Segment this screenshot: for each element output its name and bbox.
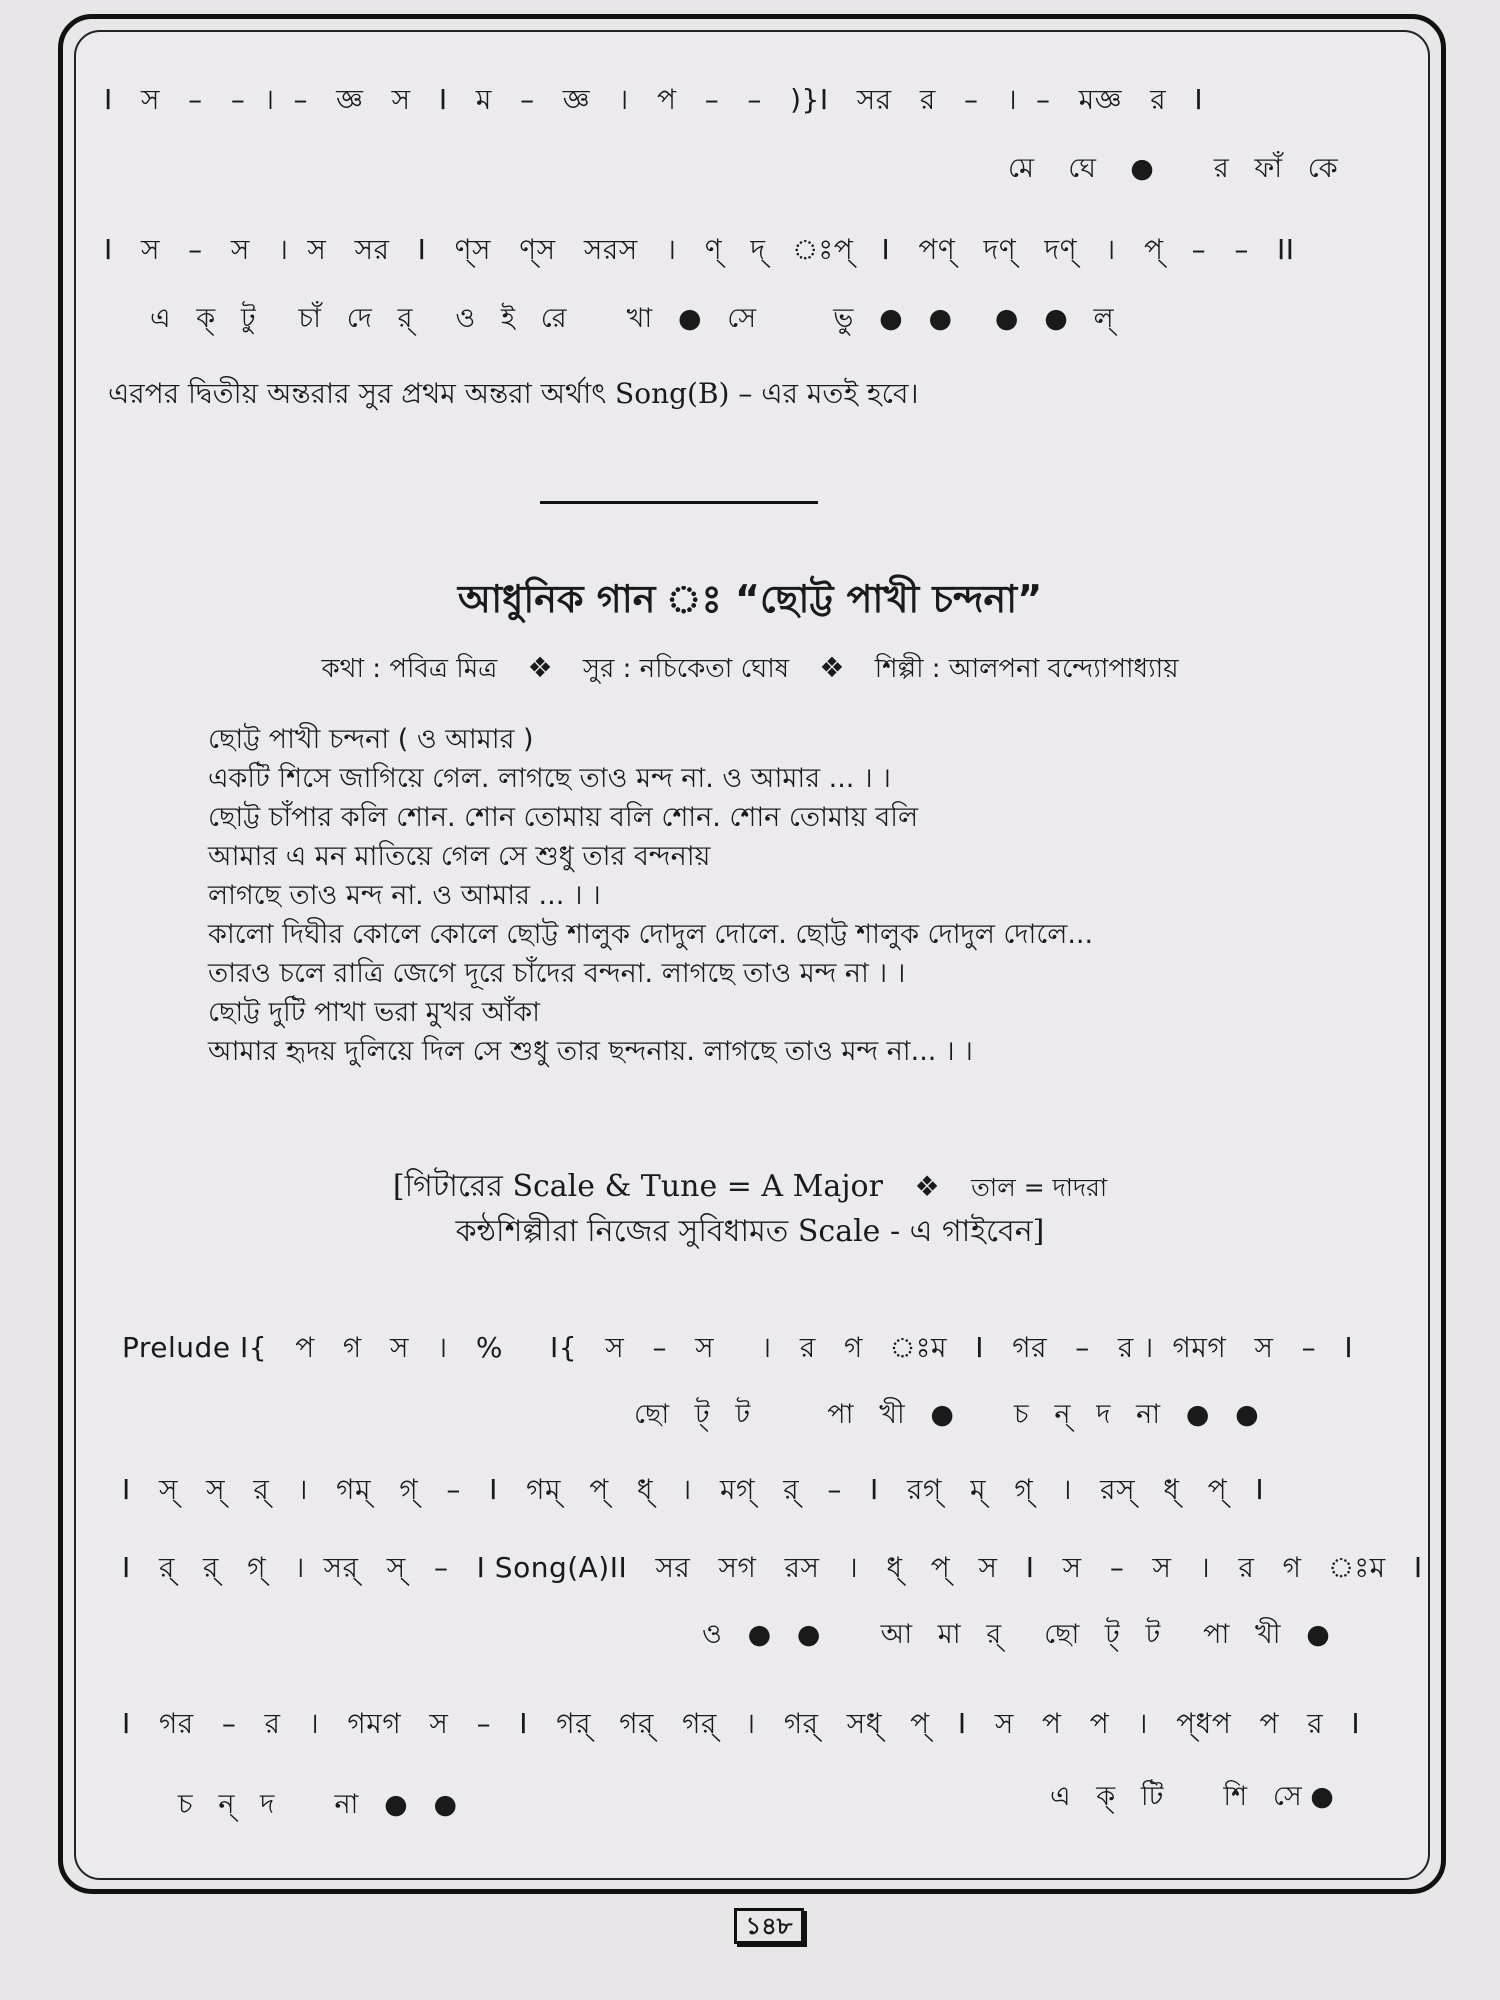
notation-row-3: I স্ স্ র্ । গম্ গ্ – I গম্ প্ ধ্ । মগ্ র্ – I রগ্ ম্ গ্ । রস্ ধ্ প্ I <box>122 1473 1265 1506</box>
singer: শিল্পী : আলপনা বন্দ্যোপাধ্যায় <box>874 654 1179 684</box>
notation-row-1: I স – – । – জ্ঞ স I ম – জ্ঞ । প – – )}I সর র – । – মজ্ঞ র I <box>104 83 1204 116</box>
notation-row-4-lyrics: ও ● ● আ মা র্ ছো ট্ ট পা খী ● <box>702 1619 1330 1650</box>
notation-row-2: I স – স । স সর I ণ্স ণ্স সরস । ণ্ দ্ ঃপ্ I পণ্ দণ্ দণ্ । প্ – – II <box>104 233 1295 266</box>
prelude-lyrics: ছো ট্ ট পা খী ● চ ন্ দ না ● ● <box>634 1399 1259 1430</box>
lyric-line: লাগছে তাও মন্দ না. ও আমার ... । । <box>208 880 601 911</box>
lyric-line: ছোট্ট পাখী চন্দনা ( ও আমার ) <box>208 724 534 755</box>
lyric-line: আমার এ মন মাতিয়ে গেল সে শুধু তার বন্দনায় <box>208 841 711 872</box>
notation-row-1-lyrics: মে ঘে ● র ফাঁ কে <box>1008 153 1338 184</box>
separator-icon: ❖ <box>819 651 845 684</box>
lyric-line: তারও চলে রাত্রি জেগে দূরে চাঁদের বন্দনা. লাগছে তাও মন্দ না । । <box>208 958 906 989</box>
lyric-line: ছোট্ট দুটি পাখা ভরা মুখর আঁকা <box>208 997 541 1028</box>
page-number: ১৪৮ <box>734 1908 804 1944</box>
section-divider <box>540 501 818 504</box>
separator-icon: ❖ <box>914 1170 940 1203</box>
prelude-row: Prelude I{ প গ স । % I{ স – স । র গ ঃম I গর – র । গমগ স – I <box>122 1331 1354 1364</box>
notation-row-5: I গর – র । গমগ স – I গর্ গর্ গর্ । গর্ সধ্ প্ I স প প । প্ধপ প র I <box>122 1707 1361 1740</box>
instruction-text: এরপর দ্বিতীয় অন্তরার সুর প্রথম অন্তরা অর্থাৎ Song(B) – এর মতই হবে। <box>108 377 919 410</box>
notation-row-4: I র্ র্ গ্ । সর্ স্ – I Song(A)II সর সগ রস । ধ্ প্ স I স – স । র গ ঃম I <box>122 1551 1423 1584</box>
lyricist: কথা : পবিত্র মিত্র <box>321 654 498 684</box>
lyric-line: আমার হৃদয় দুলিয়ে দিল সে শুধু তার ছন্দনায়. লাগছে তাও মন্দ না... । । <box>208 1036 973 1067</box>
scale-line-1: [গিটারের Scale & Tune = A Major <box>392 1169 883 1204</box>
composer: সুর : নচিকেতা ঘোষ <box>582 654 790 684</box>
scale-info <box>0 1165 1500 1254</box>
lyrics-block <box>208 720 1358 1071</box>
separator-icon: ❖ <box>527 651 553 684</box>
taal: তাল = দাদরা <box>971 1173 1108 1202</box>
lyric-line: ছোট্ট চাঁপার কলি শোন. শোন তোমায় বলি শোন. শোন তোমায় বলি <box>208 802 919 833</box>
song-title: আধুনিক গান ঃ “ছোট্ট পাখী চন্দনা” <box>457 577 1043 621</box>
song-credits <box>0 648 1500 692</box>
lyric-line: একটি শিসে জাগিয়ে গেল. লাগছে তাও মন্দ না. ও আমার ... । । <box>208 763 891 794</box>
lyric-line: কালো দিঘীর কোলে কোলে ছোট্ট শালুক দোদুল দোলে. ছোট্ট শালুক দোদুল দোলে... <box>208 919 1094 950</box>
notation-row-5-lyrics-left: চ ন্ দ না ● ● <box>178 1789 458 1820</box>
scale-line-2: কন্ঠশিল্পীরা নিজের সুবিধামত Scale - এ গাইবেন] <box>455 1214 1045 1249</box>
notation-row-5-lyrics-right: এ ক্ টি শি সে ● <box>1050 1781 1334 1812</box>
notation-row-2-lyrics: এ ক্ টু চাঁ দে র্ ও ই রে খা ● সে ভু ● ● ● ● ল্ <box>150 303 1114 334</box>
